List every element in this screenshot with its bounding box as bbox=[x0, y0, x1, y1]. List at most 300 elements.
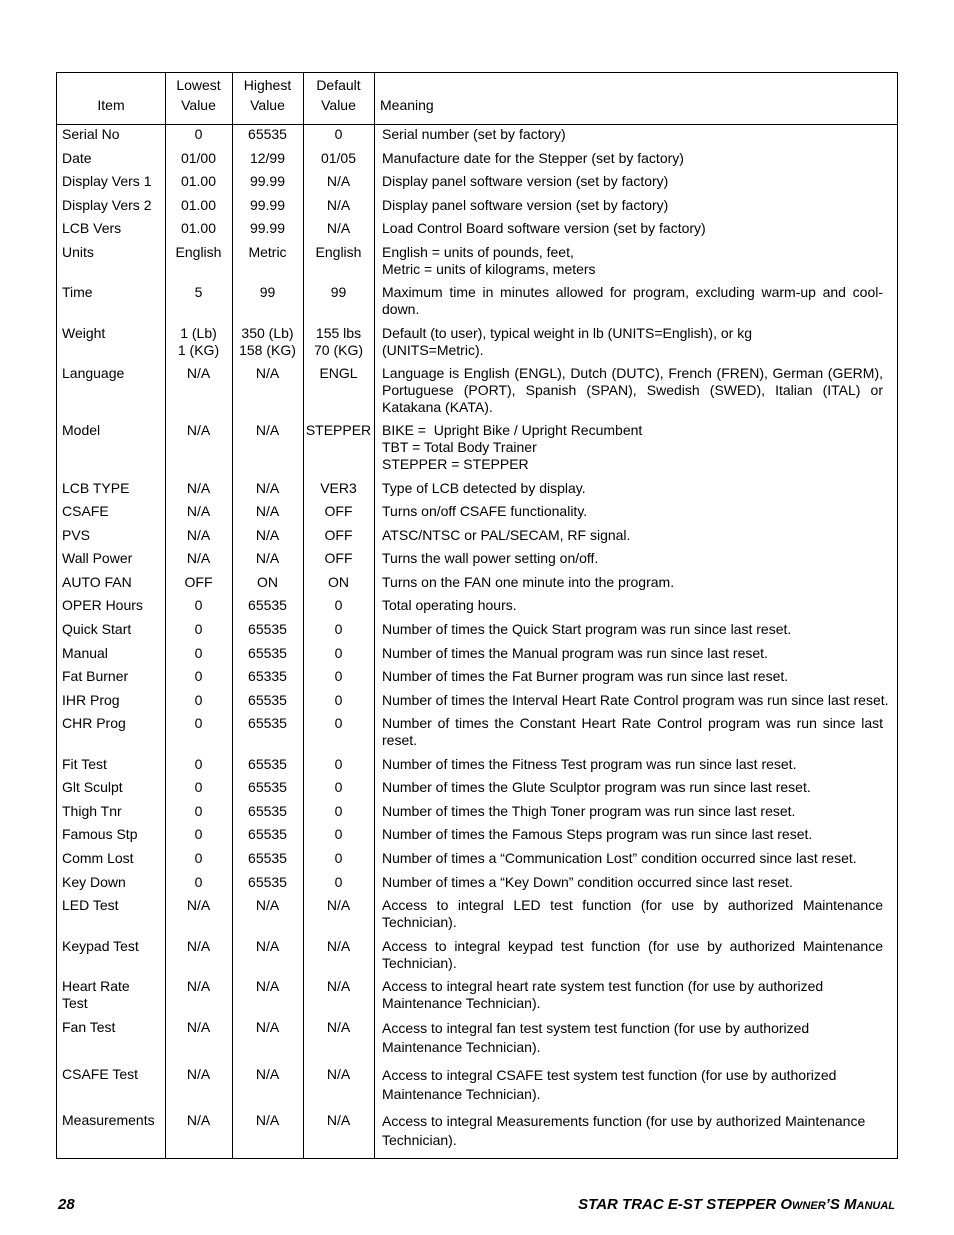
cell-mean bbox=[382, 756, 883, 773]
cell-high bbox=[232, 645, 303, 662]
cell-text: Time bbox=[62, 284, 93, 300]
header-item: Item bbox=[97, 97, 125, 113]
cell-text: Type of LCB detected by display. bbox=[382, 480, 586, 496]
cell-low bbox=[165, 621, 232, 638]
cell-def bbox=[303, 897, 374, 914]
cell-low bbox=[165, 574, 232, 591]
cell-text: Number of times a “Communication Lost” condition occurred since last reset. bbox=[382, 850, 857, 866]
cell-high bbox=[232, 779, 303, 796]
cell-high bbox=[232, 365, 303, 382]
cell-item bbox=[62, 503, 166, 520]
cell-low bbox=[165, 779, 232, 796]
cell-text: Access to integral LED test function (for use by authorized Maintenance bbox=[382, 897, 883, 913]
cell-mean bbox=[382, 938, 883, 972]
cell-def bbox=[303, 574, 374, 591]
cell-def bbox=[303, 173, 374, 190]
cell-text: N/A bbox=[255, 938, 280, 954]
cell-text: 65535 bbox=[248, 715, 287, 731]
cell-text: 0 bbox=[194, 126, 203, 142]
cell-text: English bbox=[315, 244, 362, 260]
cell-item bbox=[62, 1066, 166, 1083]
cell-def bbox=[303, 715, 374, 732]
cell-text: English = units of pounds, feet, bbox=[382, 244, 574, 260]
cell-low bbox=[165, 978, 232, 995]
cell-def bbox=[303, 621, 374, 638]
cell-low bbox=[165, 284, 232, 301]
cell-text: 0 bbox=[334, 668, 343, 684]
cell-text: Test bbox=[62, 995, 88, 1011]
cell-high bbox=[232, 284, 303, 301]
cell-mean bbox=[382, 897, 883, 931]
manual-title bbox=[578, 1196, 895, 1213]
cell-low bbox=[165, 1019, 232, 1036]
cell-text: 0 bbox=[194, 715, 203, 731]
cell-low bbox=[165, 897, 232, 914]
cell-text: ATSC/NTSC or PAL/SECAM, RF signal. bbox=[382, 527, 631, 543]
cell-low bbox=[165, 197, 232, 214]
cell-text: 0 bbox=[334, 803, 343, 819]
cell-item bbox=[62, 150, 166, 167]
cell-text: 01.00 bbox=[180, 220, 217, 236]
cell-def bbox=[303, 1066, 374, 1083]
cell-high bbox=[232, 897, 303, 914]
cell-text: Load Control Board software version (set by factory) bbox=[382, 220, 706, 236]
cell-text: Quick Start bbox=[62, 621, 132, 637]
cell-def bbox=[303, 527, 374, 544]
cell-def bbox=[303, 325, 374, 359]
settings-table bbox=[56, 72, 898, 1159]
cell-text: 01.00 bbox=[180, 173, 217, 189]
cell-item bbox=[62, 173, 166, 190]
header-divider bbox=[57, 124, 897, 125]
cell-high bbox=[232, 874, 303, 891]
cell-low bbox=[165, 874, 232, 891]
header-default-line1: Default bbox=[316, 77, 361, 93]
cell-text: Serial number (set by factory) bbox=[382, 126, 566, 142]
cell-high bbox=[232, 850, 303, 867]
cell-text: 65535 bbox=[248, 779, 287, 795]
cell-high bbox=[232, 150, 303, 167]
cell-text: 65535 bbox=[248, 826, 287, 842]
cell-text: 0 bbox=[334, 826, 343, 842]
cell-def bbox=[303, 126, 374, 143]
cell-text: Language bbox=[62, 365, 125, 381]
cell-text: 65535 bbox=[248, 756, 287, 772]
cell-high bbox=[232, 126, 303, 143]
cell-mean bbox=[382, 850, 883, 867]
cell-text: Fan Test bbox=[62, 1019, 116, 1035]
cell-text: OFF bbox=[324, 503, 353, 519]
cell-text: 0 bbox=[334, 692, 343, 708]
cell-def bbox=[303, 978, 374, 995]
cell-text: 99.99 bbox=[249, 173, 286, 189]
cell-text: 65535 bbox=[248, 803, 287, 819]
cell-text: 99 bbox=[259, 284, 276, 300]
cell-def bbox=[303, 197, 374, 214]
cell-high bbox=[232, 527, 303, 544]
cell-text: N/A bbox=[326, 1019, 351, 1035]
cell-text: STEPPER = STEPPER bbox=[382, 456, 529, 472]
cell-high bbox=[232, 503, 303, 520]
cell-mean bbox=[382, 244, 883, 278]
manual-title-part: ANUAL bbox=[856, 1200, 895, 1212]
cell-low bbox=[165, 244, 232, 261]
cell-mean bbox=[382, 480, 883, 497]
cell-def bbox=[303, 1112, 374, 1129]
cell-low bbox=[165, 1066, 232, 1083]
cell-mean bbox=[382, 715, 883, 749]
cell-def bbox=[303, 779, 374, 796]
cell-text: Number of times the Famous Steps program was run since last reset. bbox=[382, 826, 813, 842]
cell-text: down. bbox=[382, 301, 420, 317]
cell-text: N/A bbox=[255, 1019, 280, 1035]
cell-text: Number of times the Glute Sculptor program was run since last reset. bbox=[382, 779, 811, 795]
cell-text: N/A bbox=[326, 173, 351, 189]
cell-text: N/A bbox=[326, 978, 351, 994]
cell-text: Access to integral Measurements function (for use by authorized Maintenance bbox=[382, 1113, 866, 1129]
cell-def bbox=[303, 756, 374, 773]
cell-text: 65535 bbox=[248, 621, 287, 637]
cell-text: Technician). bbox=[382, 914, 457, 930]
cell-low bbox=[165, 126, 232, 143]
cell-text: Turns on the FAN one minute into the program. bbox=[382, 574, 675, 590]
cell-text: Access to integral keypad test function (for use by authorized Maintenance bbox=[382, 938, 883, 954]
cell-item bbox=[62, 220, 166, 237]
cell-mean bbox=[382, 1019, 883, 1057]
cell-def bbox=[303, 422, 374, 439]
cell-text: Number of times the Constant Heart Rate Control program was run since last bbox=[382, 715, 883, 731]
cell-text: AUTO FAN bbox=[62, 574, 132, 590]
cell-item bbox=[62, 756, 166, 773]
cell-text: 0 bbox=[194, 621, 203, 637]
cell-text: Fit Test bbox=[62, 756, 107, 772]
cell-text: CSAFE Test bbox=[62, 1066, 138, 1082]
cell-mean bbox=[382, 779, 883, 796]
cell-text: VER3 bbox=[320, 480, 357, 496]
cell-item bbox=[62, 244, 166, 261]
cell-text: N/A bbox=[326, 897, 351, 913]
cell-def bbox=[303, 550, 374, 567]
cell-text: 65535 bbox=[248, 850, 287, 866]
cell-text: Default (to user), typical weight in lb (UNITS=English), or kg bbox=[382, 325, 752, 341]
cell-text: N/A bbox=[186, 503, 211, 519]
cell-text: 65535 bbox=[248, 597, 287, 613]
cell-text: 01.00 bbox=[180, 197, 217, 213]
cell-def bbox=[303, 503, 374, 520]
cell-text: 0 bbox=[334, 715, 343, 731]
cell-text: N/A bbox=[255, 503, 280, 519]
cell-low bbox=[165, 150, 232, 167]
cell-def bbox=[303, 244, 374, 261]
cell-low bbox=[165, 503, 232, 520]
cell-text: CHR Prog bbox=[62, 715, 126, 731]
cell-text: N/A bbox=[255, 897, 280, 913]
cell-high bbox=[232, 938, 303, 955]
cell-low bbox=[165, 715, 232, 732]
cell-text: STEPPER bbox=[305, 422, 372, 438]
cell-text: 65535 bbox=[248, 874, 287, 890]
cell-text: N/A bbox=[255, 978, 280, 994]
cell-high bbox=[232, 668, 303, 685]
cell-text: Manufacture date for the Stepper (set by factory) bbox=[382, 150, 684, 166]
cell-item bbox=[62, 621, 166, 638]
cell-text: 12/99 bbox=[249, 150, 286, 166]
cell-item bbox=[62, 1112, 166, 1129]
cell-text: Units bbox=[62, 244, 94, 260]
cell-text: LCB TYPE bbox=[62, 480, 130, 496]
cell-mean bbox=[382, 284, 883, 318]
cell-text: N/A bbox=[255, 550, 280, 566]
cell-text: Number of times the Quick Start program was run since last reset. bbox=[382, 621, 792, 637]
cell-text: Technician). bbox=[382, 1132, 457, 1148]
cell-text: Fat Burner bbox=[62, 668, 129, 684]
cell-text: Access to integral heart rate system test function (for use by authorized bbox=[382, 978, 824, 994]
cell-high bbox=[232, 173, 303, 190]
cell-text: N/A bbox=[186, 897, 211, 913]
cell-text: N/A bbox=[326, 197, 351, 213]
cell-text: Date bbox=[62, 150, 92, 166]
cell-low bbox=[165, 803, 232, 820]
cell-text: Number of times the Fat Burner program was run since last reset. bbox=[382, 668, 789, 684]
cell-text: N/A bbox=[186, 365, 211, 381]
cell-def bbox=[303, 645, 374, 662]
cell-text: ON bbox=[328, 574, 349, 590]
cell-text: 1 (KG) bbox=[177, 342, 220, 358]
cell-high bbox=[232, 826, 303, 843]
cell-text: Serial No bbox=[62, 126, 120, 142]
cell-item bbox=[62, 715, 166, 732]
cell-text: 0 bbox=[334, 621, 343, 637]
cell-mean bbox=[382, 597, 883, 614]
cell-low bbox=[165, 550, 232, 567]
cell-item bbox=[62, 365, 166, 382]
cell-low bbox=[165, 826, 232, 843]
cell-text: 5 bbox=[194, 284, 203, 300]
cell-text: 65535 bbox=[248, 692, 287, 708]
header-lowest bbox=[165, 75, 232, 115]
cell-mean bbox=[382, 978, 883, 1012]
cell-text: Number of times the Fitness Test program was run since last reset. bbox=[382, 756, 797, 772]
cell-text: 155 lbs bbox=[315, 325, 362, 341]
cell-text: OPER Hours bbox=[62, 597, 143, 613]
cell-text: 0 bbox=[334, 645, 343, 661]
cell-text: Famous Stp bbox=[62, 826, 138, 842]
cell-mean bbox=[382, 1112, 883, 1150]
cell-text: 99.99 bbox=[249, 197, 286, 213]
cell-text: Display panel software version (set by factory) bbox=[382, 197, 669, 213]
cell-text: Metric = units of kilograms, meters bbox=[382, 261, 596, 277]
cell-low bbox=[165, 692, 232, 709]
cell-text: 0 bbox=[334, 126, 343, 142]
cell-low bbox=[165, 480, 232, 497]
cell-text: 0 bbox=[194, 597, 203, 613]
cell-low bbox=[165, 325, 232, 359]
cell-text: 0 bbox=[334, 756, 343, 772]
cell-text: Turns the wall power setting on/off. bbox=[382, 550, 599, 566]
cell-text: 0 bbox=[194, 692, 203, 708]
cell-high bbox=[232, 325, 303, 359]
cell-text: 158 (KG) bbox=[239, 342, 296, 358]
cell-text: N/A bbox=[255, 527, 280, 543]
cell-mean bbox=[382, 197, 883, 214]
cell-text: 0 bbox=[194, 779, 203, 795]
cell-low bbox=[165, 527, 232, 544]
cell-text: OFF bbox=[324, 527, 353, 543]
cell-text: 0 bbox=[334, 779, 343, 795]
cell-item bbox=[62, 779, 166, 796]
cell-text: N/A bbox=[186, 1019, 211, 1035]
cell-text: 01/05 bbox=[320, 150, 357, 166]
page-number: 28 bbox=[58, 1196, 75, 1213]
cell-item bbox=[62, 597, 166, 614]
cell-text: Number of times the Manual program was run since last reset. bbox=[382, 645, 768, 661]
cell-mean bbox=[382, 220, 883, 237]
cell-item bbox=[62, 284, 166, 301]
cell-text: N/A bbox=[326, 1066, 351, 1082]
cell-text: 0 bbox=[194, 826, 203, 842]
cell-text: Heart Rate bbox=[62, 978, 130, 994]
cell-def bbox=[303, 803, 374, 820]
cell-high bbox=[232, 597, 303, 614]
cell-mean bbox=[382, 527, 883, 544]
cell-text: 0 bbox=[194, 756, 203, 772]
cell-text: 0 bbox=[334, 597, 343, 613]
cell-text: IHR Prog bbox=[62, 692, 120, 708]
cell-text: N/A bbox=[186, 938, 211, 954]
cell-text: Metric bbox=[248, 244, 287, 260]
cell-text: Maintenance Technician). bbox=[382, 995, 541, 1011]
cell-text: TBT = Total Body Trainer bbox=[382, 439, 537, 455]
cell-text: N/A bbox=[255, 1112, 280, 1128]
cell-mean bbox=[382, 574, 883, 591]
cell-text: Weight bbox=[62, 325, 106, 341]
cell-text: CSAFE bbox=[62, 503, 109, 519]
cell-text: 0 bbox=[194, 874, 203, 890]
cell-low bbox=[165, 756, 232, 773]
cell-mean bbox=[382, 173, 883, 190]
cell-item bbox=[62, 692, 166, 709]
cell-mean bbox=[382, 692, 889, 709]
cell-text: 01/00 bbox=[180, 150, 217, 166]
cell-item bbox=[62, 938, 166, 955]
cell-low bbox=[165, 597, 232, 614]
manual-title-part: STAR TRAC E-ST STEPPER O bbox=[578, 1196, 793, 1213]
cell-text: English bbox=[175, 244, 222, 260]
cell-text: N/A bbox=[186, 1066, 211, 1082]
cell-low bbox=[165, 645, 232, 662]
cell-text: Thigh Tnr bbox=[62, 803, 122, 819]
cell-text: Comm Lost bbox=[62, 850, 134, 866]
cell-high bbox=[232, 1112, 303, 1129]
cell-item bbox=[62, 803, 166, 820]
cell-item bbox=[62, 197, 166, 214]
cell-item bbox=[62, 668, 166, 685]
manual-title-part: WNER bbox=[792, 1200, 826, 1212]
cell-text: Display Vers 2 bbox=[62, 197, 152, 213]
cell-low bbox=[165, 173, 232, 190]
cell-text: 65535 bbox=[248, 645, 287, 661]
cell-item bbox=[62, 850, 166, 867]
cell-text: Manual bbox=[62, 645, 108, 661]
cell-def bbox=[303, 220, 374, 237]
cell-text: Technician). bbox=[382, 955, 457, 971]
cell-mean bbox=[382, 803, 883, 820]
cell-high bbox=[232, 692, 303, 709]
cell-mean bbox=[382, 1066, 883, 1104]
cell-def bbox=[303, 597, 374, 614]
cell-high bbox=[232, 756, 303, 773]
cell-text: Access to integral CSAFE test system test function (for use by authorized bbox=[382, 1067, 837, 1083]
cell-item bbox=[62, 550, 166, 567]
cell-text: PVS bbox=[62, 527, 91, 543]
cell-high bbox=[232, 1066, 303, 1083]
cell-low bbox=[165, 422, 232, 439]
cell-def bbox=[303, 874, 374, 891]
cell-text: Maximum time in minutes allowed for program, excluding warm-up and cool- bbox=[382, 284, 883, 300]
cell-def bbox=[303, 150, 374, 167]
cell-high bbox=[232, 621, 303, 638]
cell-text: Number of times a “Key Down” condition occurred since last reset. bbox=[382, 874, 793, 890]
cell-high bbox=[232, 978, 303, 995]
cell-mean bbox=[382, 422, 883, 473]
cell-text: LED Test bbox=[62, 897, 119, 913]
cell-text: (UNITS=Metric). bbox=[382, 342, 484, 358]
cell-text: OFF bbox=[184, 574, 213, 590]
column-divider bbox=[374, 73, 375, 1158]
cell-text: N/A bbox=[255, 365, 280, 381]
cell-text: Katakana (KATA). bbox=[382, 399, 493, 415]
cell-text: 350 (Lb) bbox=[241, 325, 294, 341]
header-lowest-line2: Value bbox=[181, 97, 216, 113]
cell-item bbox=[62, 527, 166, 544]
cell-item bbox=[62, 422, 166, 439]
cell-text: ENGL bbox=[319, 365, 358, 381]
header-lowest-line1: Lowest bbox=[176, 77, 221, 93]
cell-text: reset. bbox=[382, 732, 418, 748]
cell-text: Access to integral fan test system test function (for use by authorized bbox=[382, 1020, 810, 1036]
cell-text: ON bbox=[257, 574, 278, 590]
cell-text: Language is English (ENGL), Dutch (DUTC), French (FREN), German (GERM), bbox=[382, 365, 883, 381]
cell-text: N/A bbox=[255, 480, 280, 496]
cell-low bbox=[165, 850, 232, 867]
header-highest-line2: Value bbox=[250, 97, 285, 113]
cell-text: Glt Sculpt bbox=[62, 779, 123, 795]
cell-item bbox=[62, 1019, 166, 1036]
cell-item bbox=[62, 826, 166, 843]
cell-def bbox=[303, 284, 374, 301]
cell-text: Turns on/off CSAFE functionality. bbox=[382, 503, 588, 519]
cell-high bbox=[232, 220, 303, 237]
cell-text: 99 bbox=[330, 284, 347, 300]
cell-text: Display panel software version (set by factory) bbox=[382, 173, 669, 189]
cell-low bbox=[165, 365, 232, 382]
header-highest-line1: Highest bbox=[243, 77, 292, 93]
cell-text: Measurements bbox=[62, 1112, 155, 1128]
cell-item bbox=[62, 645, 166, 662]
cell-mean bbox=[382, 874, 883, 891]
header-default bbox=[303, 75, 374, 115]
cell-high bbox=[232, 803, 303, 820]
cell-text: Number of times the Thigh Toner program was run since last reset. bbox=[382, 803, 796, 819]
cell-text: BIKE = Upright Bike / Upright Recumbent bbox=[382, 422, 643, 438]
cell-mean bbox=[382, 150, 883, 167]
cell-text: Model bbox=[62, 422, 101, 438]
cell-low bbox=[165, 1112, 232, 1129]
cell-def bbox=[303, 365, 374, 382]
cell-mean bbox=[382, 365, 883, 416]
cell-text: Total operating hours. bbox=[382, 597, 517, 613]
cell-mean bbox=[382, 621, 883, 638]
